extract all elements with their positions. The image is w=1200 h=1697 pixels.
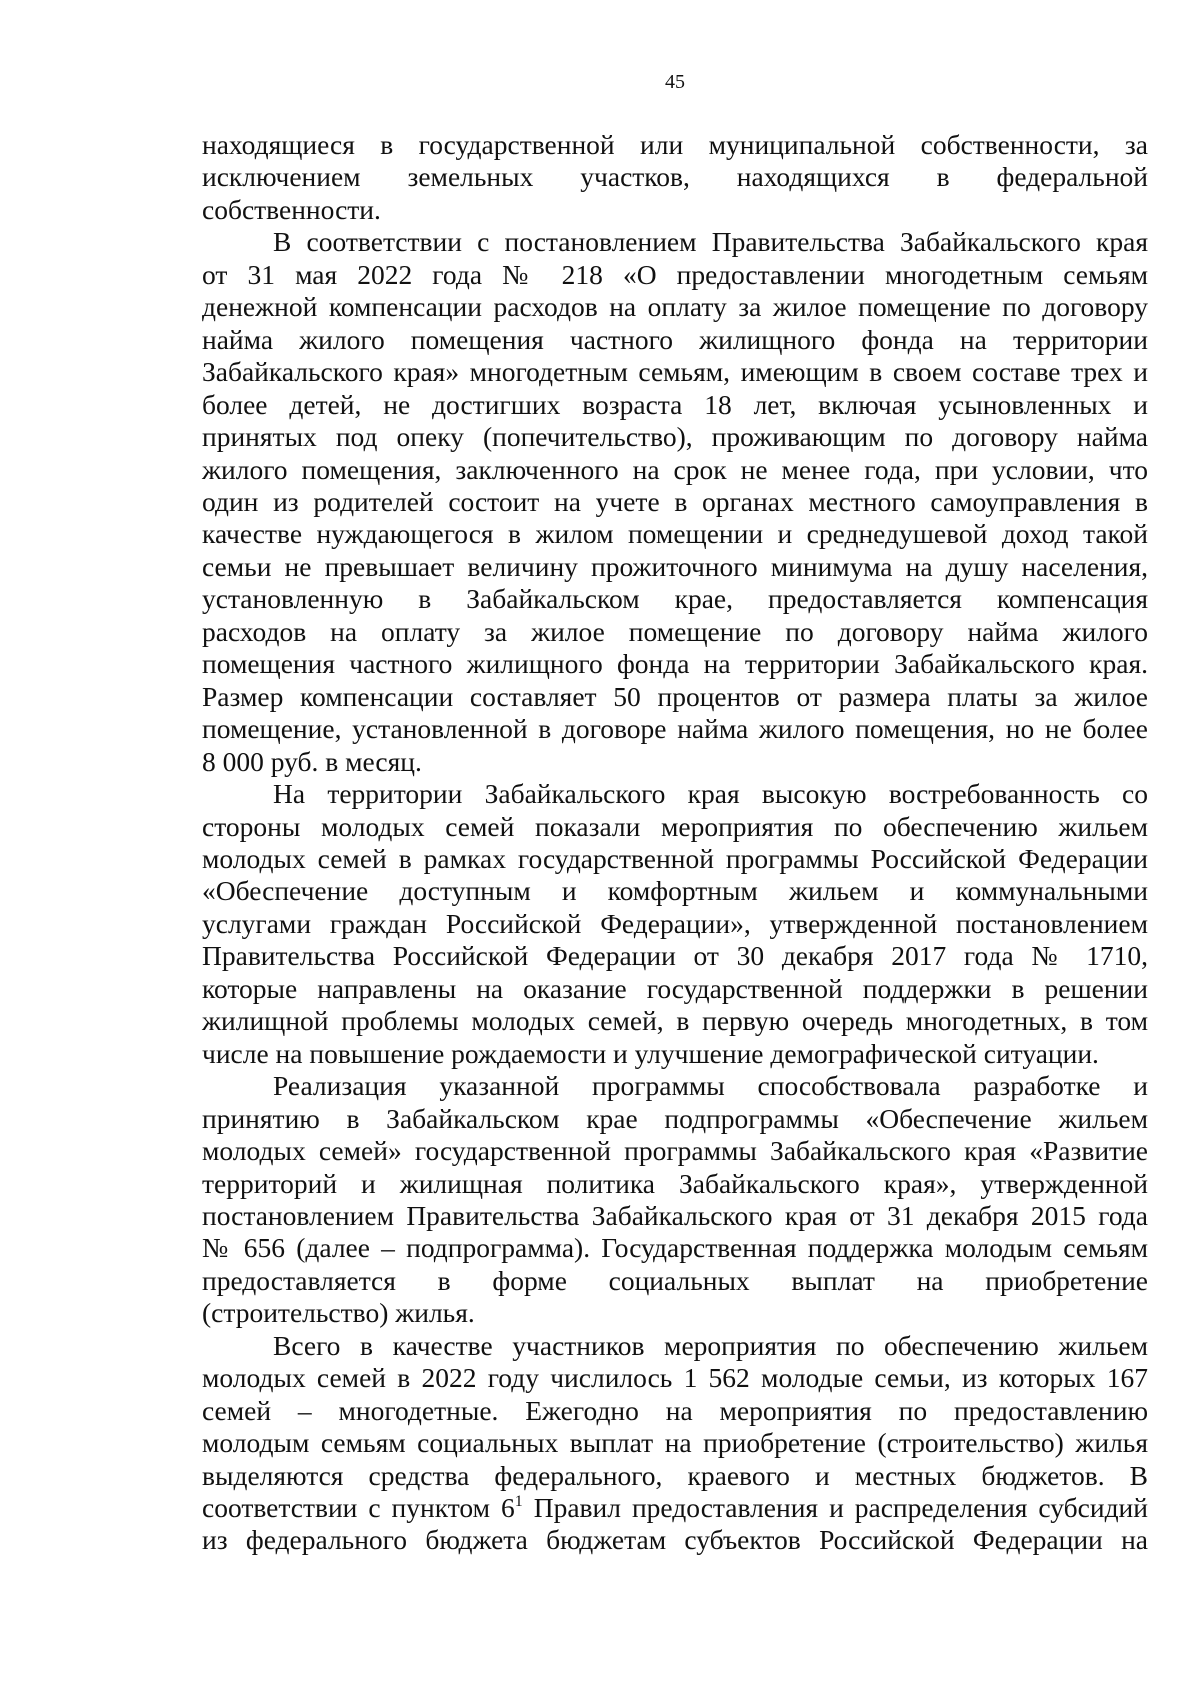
paragraph-1 bbox=[202, 129, 1148, 226]
text-line: более детей, не достигших возраста 18 лет, включая усыновленных и bbox=[202, 388, 1148, 420]
text-line: жилищной проблемы молодых семей, в первую очередь многодетных, в том bbox=[202, 1005, 1148, 1037]
text-line: «Обеспечение доступным и комфортным жильем и коммунальными bbox=[202, 875, 1148, 907]
text-line: расходов на оплату за жилое помещение по договору найма жилого bbox=[202, 615, 1148, 647]
text-line: качестве нуждающегося в жилом помещении и среднедушевой доход такой bbox=[202, 518, 1148, 550]
text-line: услугами граждан Российской Федерации», утвержденной постановлением bbox=[202, 907, 1148, 939]
text-line: территорий и жилищная политика Забайкальского края», утвержденной bbox=[202, 1167, 1148, 1199]
text-line: молодых семей» государственной программы Забайкальского края «Развитие bbox=[202, 1135, 1148, 1167]
text-line: собственности. bbox=[202, 193, 381, 225]
text-line: один из родителей состоит на учете в органах местного самоуправления в bbox=[202, 485, 1148, 517]
paragraph-2 bbox=[202, 226, 1148, 778]
paragraph-3 bbox=[202, 778, 1148, 1070]
text-line: помещения частного жилищного фонда на территории Забайкальского края. bbox=[202, 648, 1148, 680]
text-line: помещение, установленной в договоре найма жилого помещения, но не более bbox=[202, 713, 1148, 745]
text-line: стороны молодых семей показали мероприятия по обеспечению жильем bbox=[202, 810, 1148, 842]
paragraph-4 bbox=[202, 1070, 1148, 1330]
text-line: предоставляется в форме социальных выплат на приобретение bbox=[202, 1264, 1148, 1296]
text-line: принятию в Забайкальском крае подпрограммы «Обеспечение жильем bbox=[202, 1102, 1148, 1134]
page-number: 45 bbox=[665, 71, 685, 93]
text-line: 8 000 руб. в месяц. bbox=[202, 745, 422, 777]
superscript-footnote: 1 bbox=[514, 1493, 523, 1511]
text-line: семьи не превышает величину прожиточного минимума на душу населения, bbox=[202, 550, 1148, 582]
text-line: находящиеся в государственной или муниципальной собственности, за bbox=[202, 129, 1148, 160]
text-line: исключением земельных участков, находящихся в федеральной bbox=[202, 161, 1148, 193]
text-line: В соответствии с постановлением Правительства Забайкальского края bbox=[273, 226, 1148, 258]
text-line: Размер компенсации составляет 50 процентов от размера платы за жилое bbox=[202, 680, 1148, 712]
text-line: от 31 мая 2022 года № 218 «О предоставлении многодетным семьям bbox=[202, 258, 1148, 290]
text-line: принятых под опеку (попечительство), проживающим по договору найма bbox=[202, 421, 1148, 453]
text-line: На территории Забайкальского края высокую востребованность со bbox=[273, 778, 1148, 810]
paragraph-5 bbox=[202, 1330, 1148, 1557]
text-line: постановлением Правительства Забайкальского края от 31 декабря 2015 года bbox=[202, 1199, 1148, 1231]
text-line: Забайкальского края» многодетным семьям, имеющим в своем составе трех и bbox=[202, 356, 1148, 388]
text-line: жилого помещения, заключенного на срок не менее года, при условии, что bbox=[202, 453, 1148, 485]
text-line: Всего в качестве участников мероприятия по обеспечению жильем bbox=[273, 1329, 1148, 1361]
text-line: молодых семей в рамках государственной программы Российской Федерации bbox=[202, 842, 1148, 874]
text-line: установленную в Забайкальском крае, предоставляется компенсация bbox=[202, 583, 1148, 615]
text-line: которые направлены на оказание государственной поддержки в решении bbox=[202, 972, 1148, 1004]
text-line: молодым семьям социальных выплат на приобретение (строительство) жилья bbox=[202, 1427, 1148, 1459]
text-line: № 656 (далее – подпрограмма). Государственная поддержка молодым семьям bbox=[202, 1232, 1148, 1264]
body-text bbox=[202, 129, 1148, 1557]
text-line: Правительства Российской Федерации от 30 декабря 2017 года № 1710, bbox=[202, 940, 1148, 972]
text-line: Реализация указанной программы способствовала разработке и bbox=[273, 1070, 1148, 1102]
text-line-with-footnote bbox=[202, 1492, 1148, 1524]
text-segment: Правил предоставления и распределения субсидий bbox=[522, 1492, 1148, 1524]
text-line: выделяются средства федерального, краевого и местных бюджетов. В bbox=[202, 1459, 1148, 1491]
text-line: найма жилого помещения частного жилищного фонда на территории bbox=[202, 323, 1148, 355]
text-segment: соответствии с пунктом 6 bbox=[202, 1492, 515, 1524]
text-line: числе на повышение рождаемости и улучшение демографической ситуации. bbox=[202, 1037, 1099, 1069]
text-line: денежной компенсации расходов на оплату за жилое помещение по договору bbox=[202, 291, 1148, 323]
text-line: семей – многодетные. Ежегодно на мероприятия по предоставлению bbox=[202, 1394, 1148, 1426]
text-line: из федерального бюджета бюджетам субъектов Российской Федерации на bbox=[202, 1524, 1148, 1556]
text-line: молодых семей в 2022 году числилось 1 562 молодые семьи, из которых 167 bbox=[202, 1362, 1148, 1394]
text-line: (строительство) жилья. bbox=[202, 1297, 475, 1329]
